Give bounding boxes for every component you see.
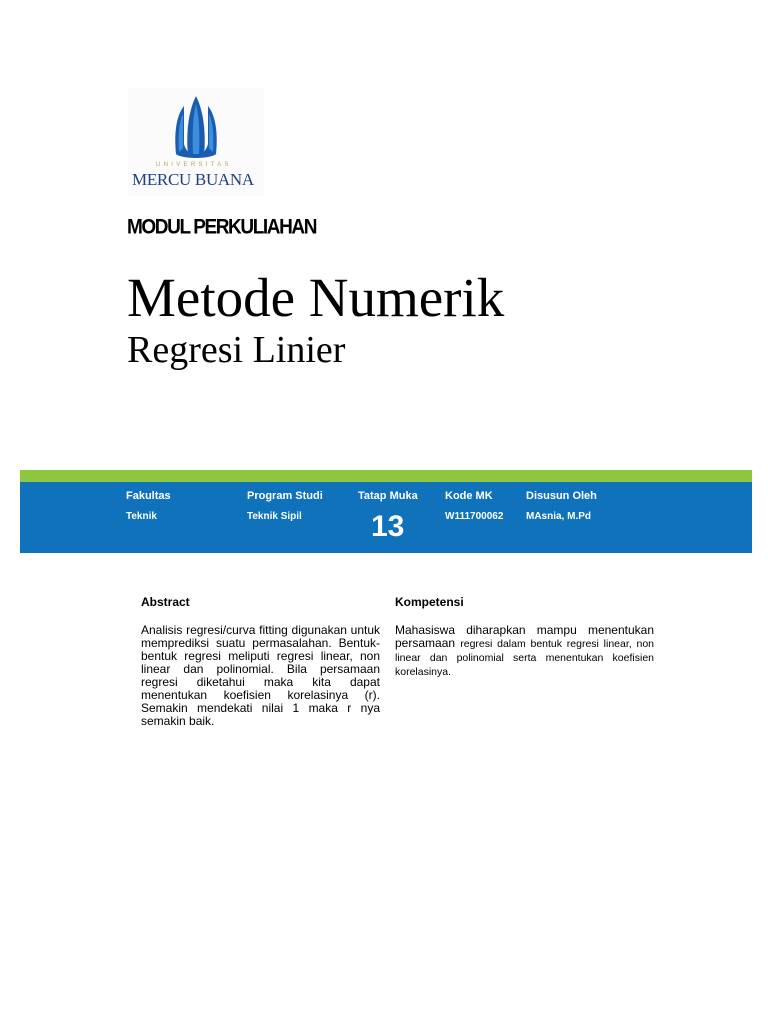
kompetensi-body-part-1: Mahasiswa diharapkan mampu menentukan persamaan bbox=[395, 623, 654, 650]
tatap-muka-value: 13 bbox=[371, 510, 405, 543]
kode-mk-label: Kode MK bbox=[445, 490, 493, 502]
abstract-section bbox=[141, 595, 380, 728]
kompetensi-body bbox=[395, 624, 654, 679]
penyusun-value: MAsnia, M.Pd bbox=[526, 511, 592, 522]
course-info-bar bbox=[20, 482, 752, 553]
kompetensi-section bbox=[395, 595, 654, 679]
logo-university-label: UNIVERSITAS bbox=[156, 162, 232, 168]
kompetensi-heading: Kompetensi bbox=[395, 595, 464, 609]
logo-emblem-icon bbox=[172, 94, 220, 160]
fakultas-label: Fakultas bbox=[126, 490, 171, 502]
university-logo bbox=[128, 88, 264, 196]
abstract-body: Analisis regresi/curva fitting digunakan untuk memprediksi suatu permasalahan. Bentuk-bentuk regresi meliputi regresi linear, non linear dan polinomial. Bila persamaan regresi diketahui maka kita dapat menentukan koefisien korelasinya (r). Semakin mendekati nilai 1 maka r nya semakin baik. bbox=[141, 623, 380, 728]
fakultas-value: Teknik bbox=[126, 511, 157, 522]
kompetensi-body-part-2: regresi dalam bentuk regresi linear, non linear dan polinomial serta menentukan koefisien korelasinya. bbox=[395, 638, 654, 678]
abstract-heading: Abstract bbox=[141, 595, 190, 609]
logo-university-name: MERCU BUANA bbox=[132, 170, 254, 189]
page-title: Metode Numerik bbox=[127, 267, 505, 328]
page-subtitle: Regresi Linier bbox=[127, 329, 346, 371]
penyusun-label: Disusun Oleh bbox=[526, 490, 597, 502]
prodi-value: Teknik Sipil bbox=[247, 511, 302, 522]
kode-mk-value: W111700062 bbox=[445, 511, 504, 522]
tatap-muka-label: Tatap Muka bbox=[358, 490, 418, 502]
module-label: MODUL PERKULIAHAN bbox=[127, 216, 317, 240]
green-accent-bar bbox=[20, 470, 752, 482]
prodi-label: Program Studi bbox=[247, 490, 323, 502]
